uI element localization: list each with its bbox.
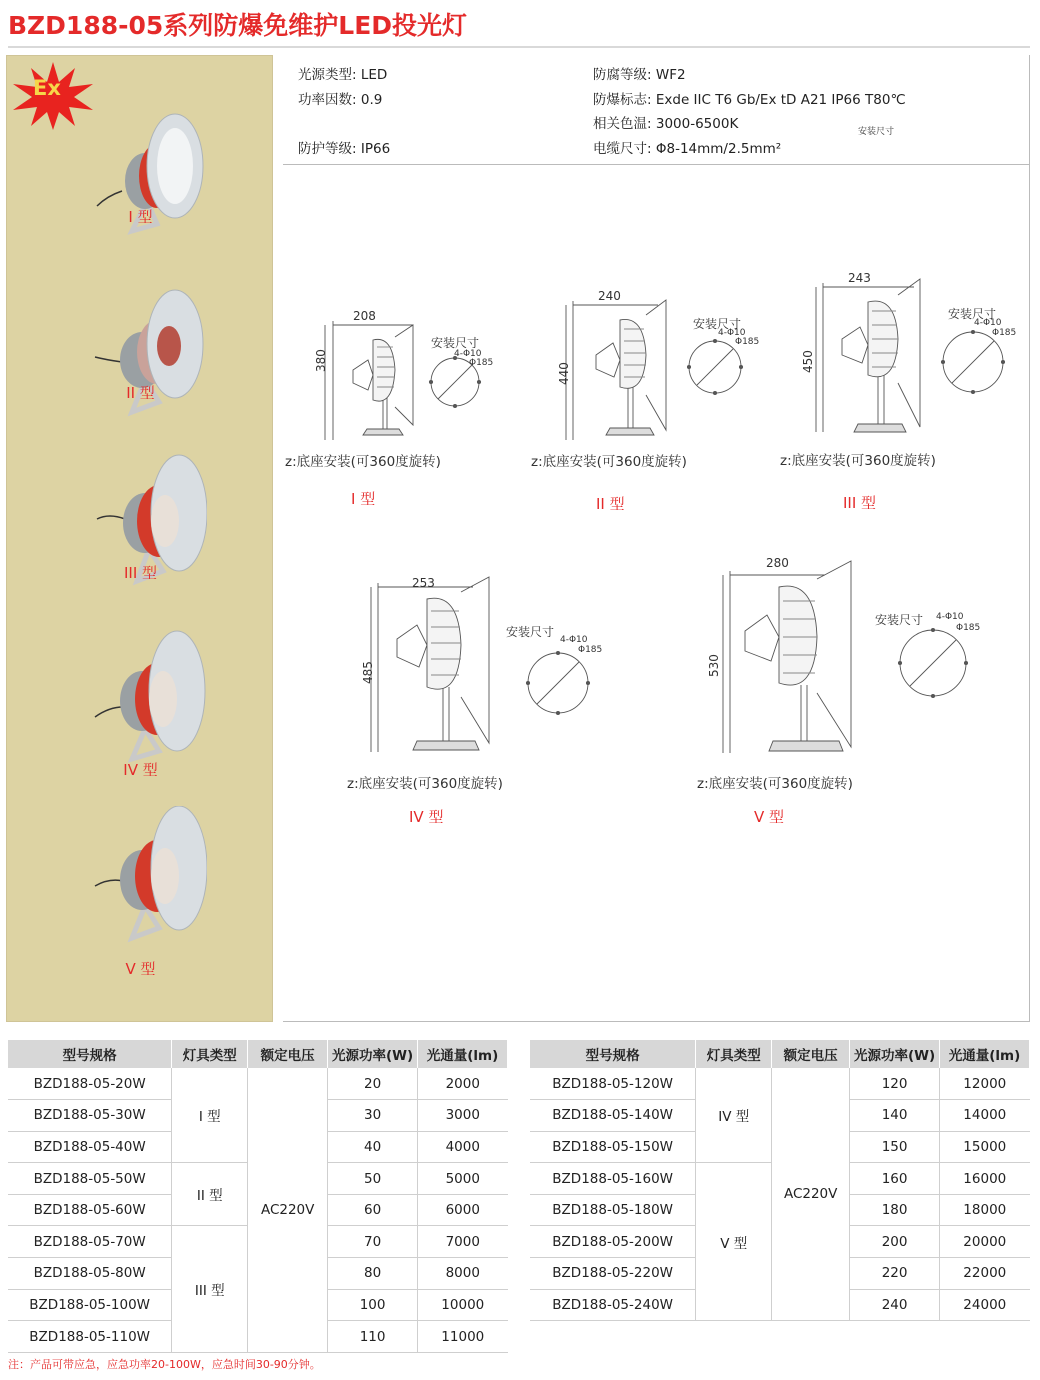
cell-flux: 10000 xyxy=(418,1289,508,1321)
mount-circle-type-5 xyxy=(898,628,967,697)
cell-power: 240 xyxy=(850,1289,940,1321)
diagram-type-3 xyxy=(816,279,920,432)
spec-protection xyxy=(298,137,390,157)
cell-model: BZD188-05-140W xyxy=(530,1100,696,1132)
header-flux: 光通量(lm) xyxy=(418,1040,508,1068)
lamp-photo-type-5 xyxy=(87,806,207,951)
dim-height-type-3: 450 xyxy=(801,350,815,373)
cell-power: 110 xyxy=(328,1321,418,1353)
cell-flux: 16000 xyxy=(940,1163,1030,1195)
cell-model: BZD188-05-120W xyxy=(530,1068,696,1100)
table-row xyxy=(530,1068,1030,1100)
diagram-type-2 xyxy=(566,300,666,440)
cell-model: BZD188-05-180W xyxy=(530,1194,696,1226)
cell-power: 120 xyxy=(850,1068,940,1100)
cell-flux: 15000 xyxy=(940,1131,1030,1163)
cell-model: BZD188-05-150W xyxy=(530,1131,696,1163)
spec-label: 防爆标志: xyxy=(593,92,652,108)
cell-flux: 2000 xyxy=(418,1068,508,1100)
cell-power: 70 xyxy=(328,1226,418,1258)
cell-flux: 8000 xyxy=(418,1258,508,1290)
ex-badge-text: Ex xyxy=(33,76,61,100)
cell-model: BZD188-05-160W xyxy=(530,1163,696,1195)
mount-pcd-type-4: Φ185 xyxy=(578,645,603,655)
spec-label: 功率因数: xyxy=(298,92,357,108)
photo-label-type-2: II 型 xyxy=(126,384,155,402)
cell-model: BZD188-05-20W xyxy=(8,1068,172,1100)
header-model: 型号规格 xyxy=(8,1040,172,1068)
mount-hole-type-5: 4-Φ10 xyxy=(936,612,964,622)
caption-type-3: z:底座安装(可360度旋转) xyxy=(780,453,936,469)
mount-label-type-3: 安装尺寸 xyxy=(948,307,997,321)
cell-power: 160 xyxy=(850,1163,940,1195)
header-voltage: 额定电压 xyxy=(248,1040,328,1068)
dim-width-type-5: 280 xyxy=(766,556,789,570)
cell-type: I 型 xyxy=(172,1068,248,1163)
cell-model: BZD188-05-30W xyxy=(8,1100,172,1132)
page-title: BZD188-05系列防爆免维护LED投光灯 xyxy=(8,11,468,40)
diagram-label-type-2: II 型 xyxy=(596,495,625,513)
dim-width-type-4: 253 xyxy=(412,576,435,590)
cell-flux: 5000 xyxy=(418,1163,508,1195)
dim-height-type-2: 440 xyxy=(557,362,571,385)
photo-label-type-4: IV 型 xyxy=(123,761,158,779)
mount-pcd-type-5: Φ185 xyxy=(956,623,981,633)
mount-size-note: 安装尺寸 xyxy=(858,127,895,137)
mount-label-type-2: 安装尺寸 xyxy=(693,317,742,331)
cell-power: 20 xyxy=(328,1068,418,1100)
mount-pcd-type-2: Φ185 xyxy=(735,337,760,347)
caption-type-1: z:底座安装(可360度旋转) xyxy=(285,454,441,470)
cell-flux: 11000 xyxy=(418,1321,508,1353)
title-divider xyxy=(8,46,1030,48)
cell-voltage: AC220V xyxy=(248,1068,328,1352)
mount-label-type-5: 安装尺寸 xyxy=(875,613,924,627)
cell-flux: 18000 xyxy=(940,1194,1030,1226)
spec-label: 防腐等级: xyxy=(593,67,652,83)
dim-height-type-4: 485 xyxy=(361,661,375,684)
spec-value: WF2 xyxy=(655,67,686,83)
cell-model: BZD188-05-40W xyxy=(8,1131,172,1163)
caption-type-2: z:底座安装(可360度旋转) xyxy=(531,454,687,470)
mount-circle-type-4 xyxy=(526,651,589,714)
cell-voltage: AC220V xyxy=(772,1068,850,1321)
cell-model: BZD188-05-220W xyxy=(530,1258,696,1290)
diagram-type-1 xyxy=(325,321,413,440)
spec-value: Φ8-14mm/2.5mm² xyxy=(655,141,782,157)
spec-color-temp xyxy=(593,112,738,132)
cell-power: 100 xyxy=(328,1289,418,1321)
dim-width-type-1: 208 xyxy=(353,309,376,323)
cell-flux: 3000 xyxy=(418,1100,508,1132)
dim-height-type-1: 380 xyxy=(314,349,328,372)
cell-model: BZD188-05-60W xyxy=(8,1194,172,1226)
mount-label-type-1: 安装尺寸 xyxy=(431,336,480,350)
spec-power-factor xyxy=(298,88,382,108)
spec-value: Exde IIC T6 Gb/Ex tD A21 IP66 T80℃ xyxy=(655,92,906,108)
spec-cable-size xyxy=(593,137,781,157)
cell-model: BZD188-05-100W xyxy=(8,1289,172,1321)
table-header-row xyxy=(530,1040,1030,1068)
cell-flux: 4000 xyxy=(418,1131,508,1163)
lamp-photo-type-4 xyxy=(87,629,207,774)
cell-power: 140 xyxy=(850,1100,940,1132)
dim-width-type-3: 243 xyxy=(848,271,871,285)
mount-hole-type-2: 4-Φ10 xyxy=(718,328,746,338)
cell-model: BZD188-05-50W xyxy=(8,1163,172,1195)
spec-table-left xyxy=(8,1040,508,1353)
mount-hole-type-4: 4-Φ10 xyxy=(560,635,588,645)
spec-value: 3000-6500K xyxy=(655,116,739,132)
dim-width-type-2: 240 xyxy=(598,289,621,303)
diagram-label-type-5: V 型 xyxy=(754,808,785,826)
dim-height-type-5: 530 xyxy=(707,654,721,677)
cell-flux: 7000 xyxy=(418,1226,508,1258)
cell-flux: 12000 xyxy=(940,1068,1030,1100)
cell-power: 180 xyxy=(850,1194,940,1226)
spec-light-source xyxy=(298,63,387,83)
cell-power: 30 xyxy=(328,1100,418,1132)
spec-value: IP66 xyxy=(360,141,391,157)
spec-anticorrosion xyxy=(593,63,686,83)
spec-value: 0.9 xyxy=(360,92,383,108)
cell-flux: 24000 xyxy=(940,1289,1030,1321)
caption-type-5: z:底座安装(可360度旋转) xyxy=(697,776,853,792)
cell-power: 80 xyxy=(328,1258,418,1290)
header-power: 光源功率(W) xyxy=(850,1040,940,1068)
header-power: 光源功率(W) xyxy=(328,1040,418,1068)
cell-model: BZD188-05-110W xyxy=(8,1321,172,1353)
mount-label-type-4: 安装尺寸 xyxy=(506,625,555,639)
cell-type: V 型 xyxy=(696,1163,772,1321)
spec-value: LED xyxy=(360,67,388,83)
header-voltage: 额定电压 xyxy=(772,1040,850,1068)
spec-label: 电缆尺寸: xyxy=(593,141,652,157)
cell-power: 200 xyxy=(850,1226,940,1258)
product-photo-panel xyxy=(6,55,273,1022)
mount-hole-type-1: 4-Φ10 xyxy=(454,349,482,359)
header-type: 灯具类型 xyxy=(696,1040,772,1068)
photo-label-type-1: I 型 xyxy=(128,208,153,226)
mount-pcd-type-1: Φ185 xyxy=(469,358,494,368)
footnote: 注：产品可带应急，应急功率20-100W，应急时间30-90分钟。 xyxy=(8,1358,321,1371)
table-header-row xyxy=(8,1040,508,1068)
diagram-label-type-1: I 型 xyxy=(351,490,376,508)
lamp-photo-type-1 xyxy=(87,106,207,251)
caption-type-4: z:底座安装(可360度旋转) xyxy=(347,776,503,792)
cell-type: III 型 xyxy=(172,1226,248,1352)
cell-model: BZD188-05-70W xyxy=(8,1226,172,1258)
cell-type: II 型 xyxy=(172,1163,248,1226)
cell-power: 220 xyxy=(850,1258,940,1290)
cell-power: 150 xyxy=(850,1131,940,1163)
table-row xyxy=(8,1068,508,1100)
diagram-label-type-4: IV 型 xyxy=(409,808,444,826)
spec-label: 相关色温: xyxy=(593,116,652,132)
spec-label: 光源类型: xyxy=(298,67,357,83)
cell-model: BZD188-05-80W xyxy=(8,1258,172,1290)
cell-power: 40 xyxy=(328,1131,418,1163)
header-flux: 光通量(lm) xyxy=(940,1040,1030,1068)
photo-label-type-3: III 型 xyxy=(123,564,158,582)
cell-model: BZD188-05-200W xyxy=(530,1226,696,1258)
spec-label: 防护等级: xyxy=(298,141,357,157)
mount-circle-type-3 xyxy=(941,330,1004,393)
cell-power: 50 xyxy=(328,1163,418,1195)
cell-flux: 14000 xyxy=(940,1100,1030,1132)
diagram-label-type-3: III 型 xyxy=(843,494,877,512)
cell-flux: 6000 xyxy=(418,1194,508,1226)
spec-explosion-mark xyxy=(593,88,906,108)
cell-power: 60 xyxy=(328,1194,418,1226)
diagram-type-5 xyxy=(723,561,851,753)
cell-model: BZD188-05-240W xyxy=(530,1289,696,1321)
mount-hole-type-3: 4-Φ10 xyxy=(974,318,1002,328)
cell-type: IV 型 xyxy=(696,1068,772,1163)
mount-circle-type-2 xyxy=(687,339,742,394)
lamp-photo-type-2 xyxy=(87,282,207,427)
cell-flux: 20000 xyxy=(940,1226,1030,1258)
header-type: 灯具类型 xyxy=(172,1040,248,1068)
photo-label-type-5: V 型 xyxy=(125,960,156,978)
header-model: 型号规格 xyxy=(530,1040,696,1068)
spec-table-right xyxy=(530,1040,1030,1321)
dimension-drawings xyxy=(283,165,1030,1022)
mount-pcd-type-3: Φ185 xyxy=(992,328,1017,338)
diagram-type-4 xyxy=(371,577,489,752)
cell-flux: 22000 xyxy=(940,1258,1030,1290)
